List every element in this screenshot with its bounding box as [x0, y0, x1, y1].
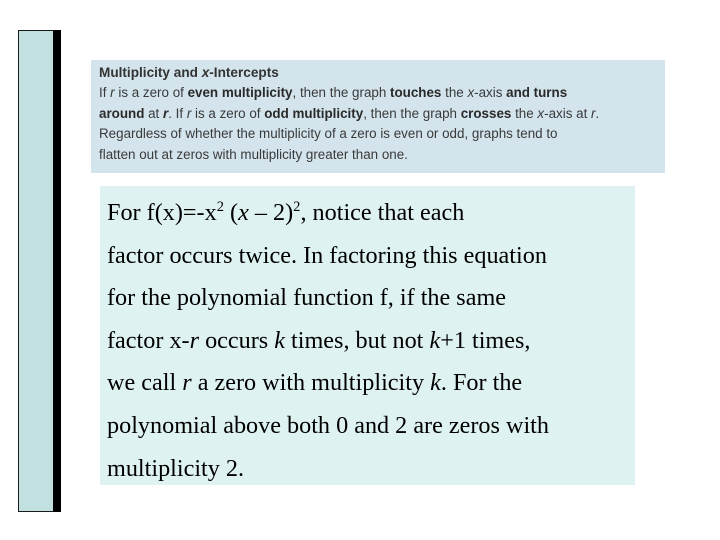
text-fragment: crosses [460, 105, 512, 121]
text-fragment: k [430, 369, 441, 397]
text-fragment: +1 times, [440, 326, 531, 354]
text-fragment: r [110, 85, 115, 101]
text-fragment: we call [107, 369, 183, 397]
text-fragment: , then the graph [363, 105, 461, 121]
text-fragment: r [182, 369, 192, 397]
text-fragment: touches [390, 85, 442, 101]
body-line-3: for the polynomial function f, if the same [107, 284, 506, 312]
text-fragment: around [99, 105, 145, 121]
body-line-1 [107, 192, 635, 235]
text-fragment: For f(x)=-x [107, 199, 217, 226]
text-fragment: ( [223, 199, 239, 226]
text-fragment: . For the [440, 369, 523, 397]
text-fragment: is a zero of [114, 85, 188, 101]
text-fragment: r [163, 105, 169, 121]
text-fragment: -Intercepts [209, 65, 279, 80]
text-fragment: and turns [506, 85, 568, 101]
summary-line-1 [99, 83, 665, 103]
text-fragment: 2 [293, 199, 301, 215]
summary-line-4: flatten out at zeros with multiplicity greater than one. [99, 146, 408, 162]
text-fragment: . [595, 105, 600, 121]
text-fragment: – 2) [248, 199, 294, 226]
text-fragment: , notice that each [300, 199, 465, 226]
text-fragment: x [467, 85, 475, 101]
decorative-sidebar-dark [53, 30, 61, 512]
text-fragment: . If [168, 105, 187, 121]
decorative-sidebar-mid [45, 30, 53, 512]
text-fragment: r [186, 105, 192, 121]
text-fragment: If [99, 85, 111, 101]
text-fragment: -axis at [544, 105, 592, 121]
summary-box [91, 60, 665, 173]
text-fragment: x [537, 105, 545, 121]
text-fragment: 2 [216, 199, 224, 215]
text-fragment: odd multiplicity [264, 105, 364, 121]
text-fragment: the [441, 85, 468, 101]
body-line-2: factor occurs twice. In factoring this equation [107, 241, 547, 269]
text-fragment: x [201, 65, 210, 80]
text-fragment: even multiplicity [187, 85, 293, 101]
summary-heading [99, 63, 665, 83]
text-fragment: a zero with multiplicity [191, 369, 431, 397]
text-fragment: , then the graph [292, 85, 391, 101]
explanation-box [100, 186, 635, 485]
text-fragment: -axis [474, 85, 507, 101]
body-line-6: polynomial above both 0 and 2 are zeros with [107, 411, 549, 439]
text-fragment: at [144, 105, 163, 121]
text-fragment: occurs [199, 326, 275, 354]
decorative-sidebar-light [18, 30, 46, 512]
text-fragment: times, but not [285, 326, 430, 354]
text-fragment: is a zero of [191, 105, 265, 121]
text-fragment: factor x- [107, 326, 190, 354]
body-line-7: multiplicity 2. [107, 454, 245, 482]
body-line-4 [107, 320, 635, 363]
body-line-5 [107, 362, 635, 405]
text-fragment: Multiplicity and [99, 65, 202, 80]
text-fragment: x [238, 199, 249, 226]
text-fragment: r [189, 326, 200, 354]
text-fragment: the [511, 105, 538, 121]
text-fragment: r [591, 105, 596, 121]
summary-line-3: Regardless of whether the multiplicity of a zero is even or odd, graphs tend to [99, 126, 558, 142]
text-fragment: k [429, 326, 441, 354]
summary-line-2 [99, 104, 665, 124]
text-fragment: k [274, 326, 285, 354]
